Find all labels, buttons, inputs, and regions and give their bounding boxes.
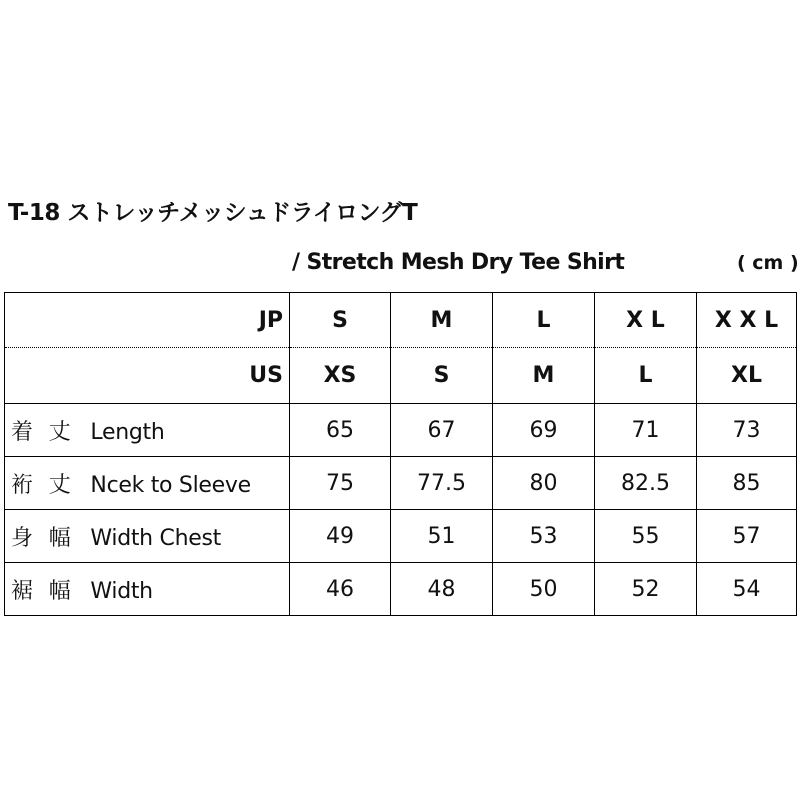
size-table	[4, 292, 797, 616]
value-cell: 57	[697, 510, 797, 563]
value-cell: 75	[290, 457, 391, 510]
value-cell: 82.5	[595, 457, 697, 510]
row-label	[5, 457, 290, 510]
jp-size-row	[5, 293, 797, 348]
row-label-en: Width	[90, 578, 153, 604]
measurement-row-length	[5, 404, 797, 457]
jp-size-cell: X L	[595, 293, 697, 348]
value-cell: 69	[493, 404, 595, 457]
us-size-row	[5, 348, 797, 404]
value-cell: 52	[595, 563, 697, 616]
value-cell: 85	[697, 457, 797, 510]
value-cell: 46	[290, 563, 391, 616]
value-cell: 73	[697, 404, 797, 457]
measurement-row-chest	[5, 510, 797, 563]
measurement-row-hem	[5, 563, 797, 616]
row-label-jp: 裄	[11, 472, 33, 498]
value-cell: 54	[697, 563, 797, 616]
value-cell: 67	[391, 404, 493, 457]
row-label-en: Ncek to Sleeve	[90, 472, 251, 498]
row-label	[5, 510, 290, 563]
row-label-jp: 身	[11, 525, 33, 551]
value-cell: 53	[493, 510, 595, 563]
us-size-cell: M	[493, 348, 595, 404]
us-size-cell: S	[391, 348, 493, 404]
measurement-row-sleeve	[5, 457, 797, 510]
value-cell: 50	[493, 563, 595, 616]
jp-size-cell: S	[290, 293, 391, 348]
row-label-jp: 着	[11, 419, 33, 445]
value-cell: 55	[595, 510, 697, 563]
jp-size-cell: L	[493, 293, 595, 348]
jp-size-cell: M	[391, 293, 493, 348]
row-label-jp: 幅	[48, 525, 71, 551]
unit-label: ( cm )	[737, 252, 799, 274]
value-cell: 80	[493, 457, 595, 510]
row-label-jp: 幅	[48, 578, 71, 604]
value-cell: 49	[290, 510, 391, 563]
value-cell: 65	[290, 404, 391, 457]
jp-label: JP	[5, 293, 290, 348]
us-size-cell: XS	[290, 348, 391, 404]
value-cell: 77.5	[391, 457, 493, 510]
value-cell: 48	[391, 563, 493, 616]
us-size-cell: XL	[697, 348, 797, 404]
row-label-jp: 丈	[48, 419, 71, 445]
row-label-jp: 丈	[48, 472, 71, 498]
row-label-en: Width Chest	[90, 525, 221, 551]
jp-size-cell: X X L	[697, 293, 797, 348]
value-cell: 71	[595, 404, 697, 457]
row-label	[5, 563, 290, 616]
value-cell: 51	[391, 510, 493, 563]
us-size-cell: L	[595, 348, 697, 404]
row-label	[5, 404, 290, 457]
us-label: US	[5, 348, 290, 404]
product-title: T-18 ストレッチメッシュドライロングT	[8, 200, 418, 226]
row-label-en: Length	[90, 419, 165, 445]
product-subtitle: / Stretch Mesh Dry Tee Shirt	[292, 250, 625, 275]
row-label-jp: 裾	[11, 578, 33, 604]
